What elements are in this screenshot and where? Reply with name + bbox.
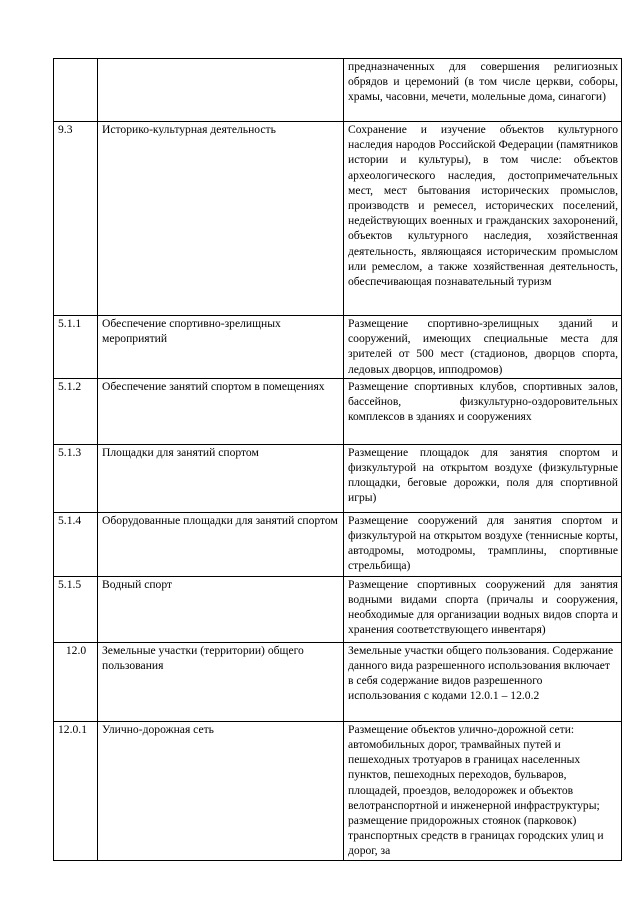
- description-cell: Размещение площадок для занятия спортом и физкультурой на открытом воздухе (физкультурные площадки, беговые дорожки, поля для спортивной игры): [344, 444, 622, 512]
- name-cell: Историко-культурная деятельность: [98, 122, 344, 316]
- table-row: [54, 721, 622, 860]
- name-cell: Обеспечение спортивно-зрелищных мероприятий: [98, 316, 344, 379]
- name-cell: Земельные участки (территории) общего пользования: [98, 642, 344, 721]
- document-page: [53, 58, 622, 861]
- table-row: [54, 642, 622, 721]
- name-cell: [98, 59, 344, 122]
- description-cell: Размещение спортивно-зрелищных зданий и сооружений, имеющих специальные места для зрителей от 500 мест (стадионов, дворцов спорта, ледовых дворцов, ипподромов): [344, 316, 622, 379]
- table-row: [54, 576, 622, 642]
- code-cell: 5.1.5: [54, 576, 98, 642]
- code-cell: 9.3: [54, 122, 98, 316]
- name-cell: Оборудованные площадки для занятий спортом: [98, 512, 344, 576]
- table-row: [54, 122, 622, 316]
- table-row: [54, 444, 622, 512]
- land-use-table: [53, 58, 622, 861]
- code-cell: 12.0: [54, 642, 98, 721]
- description-cell: Сохранение и изучение объектов культурного наследия народов Российской Федерации (памятников истории и культуры), в том числе: объектов археологического наследия, достопримечательных мест, мест бытования исторических промыслов, производств и ремесел, исторических поселений, недействующих военных и гражданских захоронений, объектов культурного наследия, хозяйственная деятельность, являющаяся историческим промыслом или ремеслом, а также хозяйственная деятельность, обеспечивающая познавательный туризм: [344, 122, 622, 316]
- table-row: [54, 512, 622, 576]
- code-cell: 5.1.4: [54, 512, 98, 576]
- code-cell: 12.0.1: [54, 721, 98, 860]
- code-cell: 5.1.1: [54, 316, 98, 379]
- code-cell: [54, 59, 98, 122]
- description-cell: Размещение спортивных клубов, спортивных залов, бассейнов, физкультурно-оздоровительных комплексов в зданиях и сооружениях: [344, 378, 622, 444]
- name-cell: Улично-дорожная сеть: [98, 721, 344, 860]
- description-cell: Земельные участки общего пользования. Содержание данного вида разрешенного использования включает в себя содержание видов разрешенного использования с кодами 12.0.1 – 12.0.2: [344, 642, 622, 721]
- description-cell: Размещение объектов улично-дорожной сети: автомобильных дорог, трамвайных путей и пешеходных тротуаров в границах населенных пунктов, пешеходных переходов, бульваров, площадей, проездов, велодорожек и объектов велотранспортной и инженерной инфраструктуры; размещение придорожных стоянок (парковок) транспортных средств в границах городских улиц и дорог, за: [344, 721, 622, 860]
- name-cell: Площадки для занятий спортом: [98, 444, 344, 512]
- name-cell: Обеспечение занятий спортом в помещениях: [98, 378, 344, 444]
- table-row: [54, 316, 622, 379]
- description-cell: предназначенных для совершения религиозных обрядов и церемоний (в том числе церкви, соборы, храмы, часовни, мечети, молельные дома, синагоги): [344, 59, 622, 122]
- description-cell: Размещение спортивных сооружений для занятия водными видами спорта (причалы и сооружения, необходимые для организации водных видов спорта и хранения соответствующего инвентаря): [344, 576, 622, 642]
- description-cell: Размещение сооружений для занятия спортом и физкультурой на открытом воздухе (теннисные корты, автодромы, мотодромы, трамплины, спортивные стрельбища): [344, 512, 622, 576]
- code-cell: 5.1.3: [54, 444, 98, 512]
- table-row: [54, 59, 622, 122]
- name-cell: Водный спорт: [98, 576, 344, 642]
- code-cell: 5.1.2: [54, 378, 98, 444]
- table-row: [54, 378, 622, 444]
